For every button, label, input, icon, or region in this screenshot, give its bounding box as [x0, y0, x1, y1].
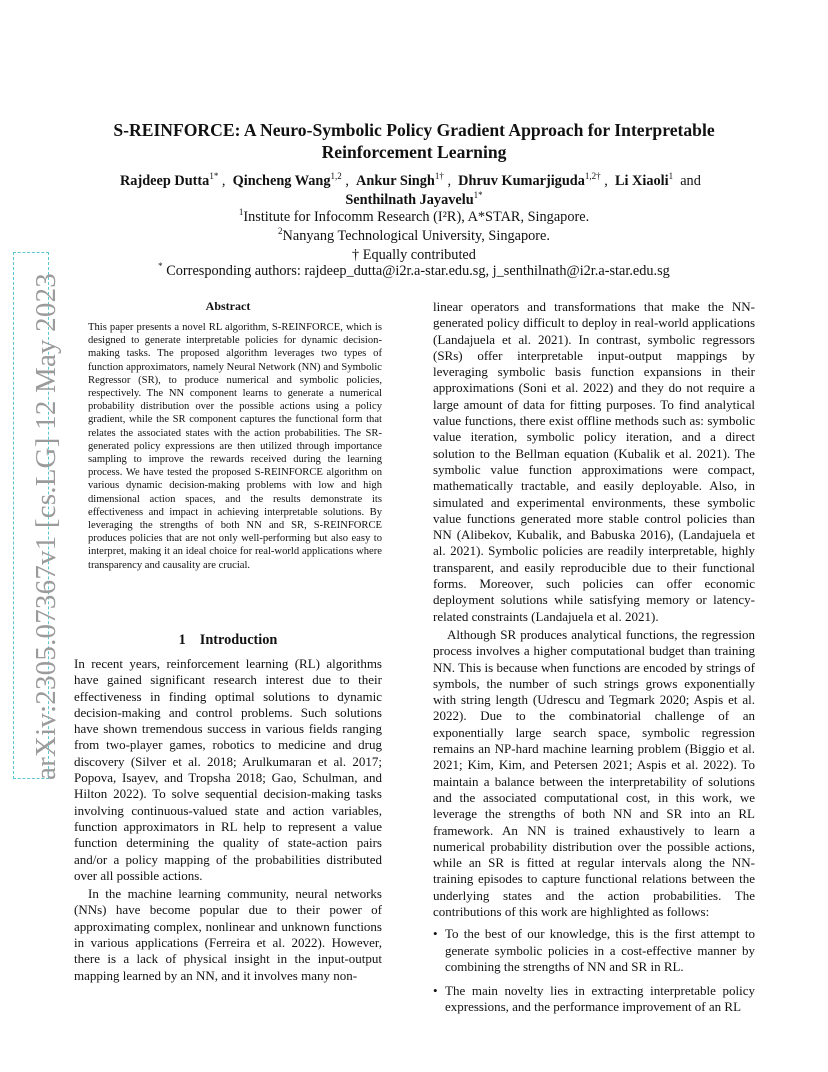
- contribution-list: [433, 926, 755, 1015]
- author-name: Senthilnath Jayavelu: [345, 192, 474, 208]
- intro-paragraph-1: In recent years, reinforcement learning (RL) algorithms have gained significant research interest due to their effectiveness in finding optimal solutions to dynamic decision-making and control problems. Such solutions have shown tremendous success in various fields ranging from two-player games, robotics to medicine and drug discovery (Silver et al. 2018; Arulkumaran et al. 2017; Popova, Isayev, and Tropsha 2018; Gao, Schulman, and Hilton 2022). To solve sequential decision-making tasks involving continuous-valued state and action variables, function approximators in RL help to represent a value function determining the quality of state-action pairs and/or a policy mapping of the probabilities distributed over all possible actions.: [74, 656, 382, 883]
- author-sup: 1†: [434, 171, 444, 182]
- author-name: Ankur Singh: [356, 173, 435, 189]
- left-column: [74, 656, 382, 984]
- author-sup: 1,2: [330, 171, 342, 182]
- affiliation-1: $^1$Institute for Infocomm Research (I²R), A*STAR, Singapore.: [238, 207, 590, 225]
- corresponding-authors: * Corresponding authors: rajdeep_dutta@i2r.a-star.edu.sg, j_senthilnath@i2r.a-star.edu.sg: [158, 261, 670, 279]
- right-column: [433, 299, 755, 1024]
- author-name: Qincheng Wang: [232, 173, 331, 189]
- list-item: • To the best of our knowledge, this is the first attempt to generate symbolic policies in a cost-effective manner by combining the strengths of NN and SR in RL.: [433, 926, 755, 975]
- right-paragraph-2: Although SR produces analytical functions, the regression process involves a higher computational budget than training NN. This is because when functions are encoded by strings of symbols, the number of such strings grows exponentially with string length (Udrescu and Tegmark 2020; Aspis et al. 2022). Due to the combinatorial challenge of an exponentially large search space, symbolic regression remains an NP-hard machine learning problem (Biggio et al. 2021; Kim, Kim, and Petersen 2021; Aspis et al. 2022). To maintain a balance between the interpretability of solutions and the associated computational cost, in this work, we leverage the strengths of both NN and SR into an RL framework. An NN is trained exhaustively to learn a numerical probability distribution over the possible actions, while an SR is fitted at regular intervals along the NN-training episodes to capture functional relations between the underlying states and the action probabilities. The contributions of this work are highlighted as follows:: [433, 626, 755, 919]
- paper-title: S-REINFORCE: A Neuro-Symbolic Policy Gradient Approach for Interpretable Reinforcement Learning: [113, 120, 715, 162]
- section-heading: [74, 632, 382, 649]
- author-sup: 1,2†: [584, 171, 601, 182]
- author-name: Rajdeep Dutta: [119, 173, 210, 189]
- author-sup: 1*: [473, 190, 483, 201]
- section-number: 1: [178, 632, 186, 648]
- equal-contribution-note: † Equally contributed: [352, 247, 476, 263]
- author-list: Rajdeep Dutta$^{1*}$ , Qincheng Wang$^{1,2}$ , Ankur Singh$^{1\dagger}$ , Dhruv Kumarjiguda$^{1,2\dagger}$ , Li Xiaoli$^1$ and Senthilnath Jayavelu$^{1*}$: [119, 171, 709, 208]
- section-title: Introduction: [199, 632, 278, 648]
- list-item: • The main novelty lies in extracting interpretable policy expressions, and the performance improvement of an RL: [433, 983, 755, 1016]
- arxiv-stamp: arXiv:2305.07367v1 [cs.LG] 12 May 2023: [30, 273, 62, 780]
- abstract-text: This paper presents a novel RL algorithm, S-REINFORCE, which is designed to generate interpretable policies for dynamic decision-making tasks. The proposed algorithm leverages two types of function approximators, namely Neural Network (NN) and Symbolic Regressor (SR), to produce numerical and symbolic policies, respectively. The NN component learns to generate a numerical probability distribution over the possible actions using a policy gradient, while the SR component captures the functional form that relates the associated states with the action probabilities. The SR-generated policy expressions are then utilized through importance sampling to improve the rewards received during the learning process. We have tested the proposed S-REINFORCE algorithm on various dynamic decision-making problems with low and high dimensional action spaces, and the results demonstrate its effectiveness and impact in achieving interpretable solutions. By leveraging the strengths of both NN and SR, S-REINFORCE produces policies that are not only well-performing but also easy to interpret, making it an ideal choice for real-world applications where transparency and causality are crucial.: [88, 322, 382, 571]
- intro-paragraph-2: In the machine learning community, neural networks (NNs) have become popular due to their power of approximating complex, nonlinear and unknown functions in various applications (Ferreira et al. 2022). However, there is a lack of physical insight in the input-output mapping learned by an NN, and it involves many non-: [74, 886, 382, 983]
- author-sup: 1: [668, 171, 674, 182]
- abstract-heading: Abstract: [205, 299, 251, 313]
- author-sup: 1*: [209, 171, 219, 182]
- right-paragraph-1: linear operators and transformations that make the NN-generated policy difficult to deploy in real-world applications (Landajuela et al. 2021). In contrast, symbolic regressors (SRs) offer interpretable input-output mappings by leveraging symbolic basis function expansions in their approximations (Soni et al. 2022) and they do not require a large amount of data for fitting purposes. To find analytical value functions, there exist offline methods such as: symbolic value iteration, symbolic policy iteration, and a direct solution to the Bellman equation (Kubalik et al. 2021). The symbolic value function approximations were compact, mathematically tractable, and easily deployable. Also, in simulated and experimental environments, these symbolic value functions generated more stable control policies than NN (Alibekov, Kubalik, and Babuska 2016), (Landajuela et al. 2021). Symbolic policies are readily interpretable, highly transparent, and easily reproducible due to their functional forms. Moreover, such policies can offer economic deployment solutions while satisfying memory or latency-related constraints (Landajuela et al. 2021).: [433, 299, 755, 624]
- author-name: Dhruv Kumarjiguda: [458, 173, 585, 189]
- affiliation-2: $^2$Nanyang Technological University, Singapore.: [278, 226, 550, 244]
- author-name: Li Xiaoli: [614, 173, 669, 189]
